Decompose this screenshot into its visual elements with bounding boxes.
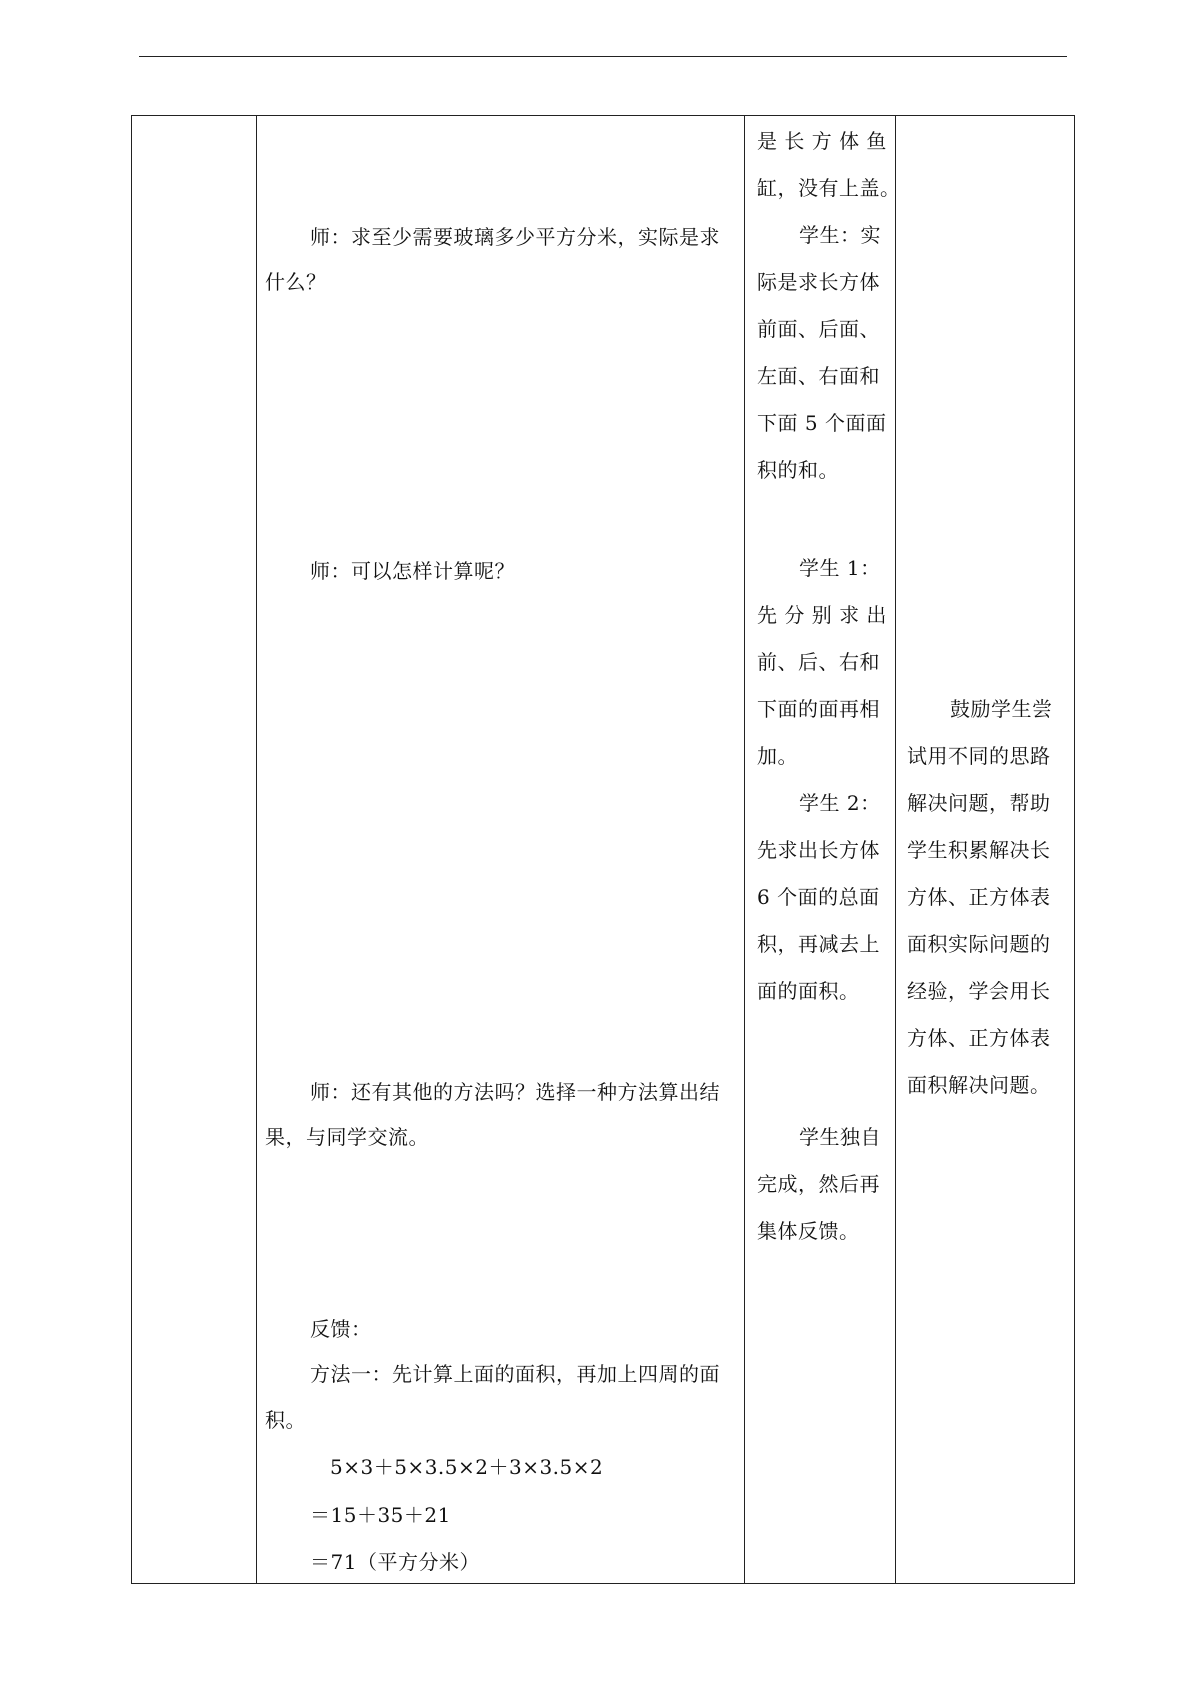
- intent-line: 鼓励学生尝: [950, 697, 1053, 721]
- column-divider-1: [256, 116, 257, 1583]
- student-line: 下面 5 个面面: [757, 411, 887, 435]
- column-divider-2: [744, 116, 745, 1583]
- student-line: 学生 2：: [799, 791, 881, 815]
- student-line: 先求出长方体: [757, 838, 880, 862]
- teacher-question-1-line1: 师：求至少需要玻璃多少平方分米，实际是求: [310, 225, 720, 249]
- header-rule: [139, 56, 1067, 57]
- teacher-question-3-line2: 果，与同学交流。: [265, 1125, 429, 1149]
- student-line: 6 个面的总面: [757, 885, 880, 909]
- student-line: 是 长 方 体 鱼: [757, 129, 887, 153]
- student-line: 加。: [757, 744, 798, 768]
- student-line: 学生：实: [799, 223, 881, 247]
- intent-line: 经验，学会用长: [907, 979, 1051, 1003]
- method-one-line1: 方法一：先计算上面的面积，再加上四周的面: [310, 1362, 720, 1386]
- column-divider-3: [895, 116, 896, 1583]
- intent-line: 面积解决问题。: [907, 1073, 1051, 1097]
- student-line: 学生 1：: [799, 556, 881, 580]
- student-line: 先 分 别 求 出: [757, 603, 887, 627]
- student-line: 集体反馈。: [757, 1219, 860, 1243]
- student-line: 下面的面再相: [757, 697, 880, 721]
- student-line: 积，再减去上: [757, 932, 880, 956]
- student-line: 缸，没有上盖。: [757, 176, 901, 200]
- teacher-question-1-line2: 什么？: [265, 270, 327, 294]
- calculation-line1: 5×3＋5×3.5×2＋3×3.5×2: [330, 1455, 604, 1479]
- student-line: 面的面积。: [757, 979, 860, 1003]
- method-one-line2: 积。: [265, 1408, 306, 1432]
- calculation-line3: ＝71（平方分米）: [310, 1550, 480, 1574]
- student-line: 前、后、右和: [757, 650, 880, 674]
- calculation-line2: ＝15＋35＋21: [310, 1503, 451, 1527]
- intent-line: 试用不同的思路: [907, 744, 1051, 768]
- student-line: 积的和。: [757, 458, 839, 482]
- student-line: 学生独自: [799, 1125, 881, 1149]
- feedback-label: 反馈：: [310, 1317, 372, 1341]
- teacher-question-3-line1: 师：还有其他的方法吗？选择一种方法算出结: [310, 1080, 720, 1104]
- student-line: 左面、右面和: [757, 364, 880, 388]
- intent-line: 方体、正方体表: [907, 1026, 1051, 1050]
- student-line: 际是求长方体: [757, 270, 880, 294]
- intent-line: 方体、正方体表: [907, 885, 1051, 909]
- intent-line: 面积实际问题的: [907, 932, 1051, 956]
- student-line: 前面、后面、: [757, 317, 880, 341]
- teacher-question-2: 师：可以怎样计算呢？: [310, 559, 515, 583]
- intent-line: 解决问题，帮助: [907, 791, 1051, 815]
- intent-line: 学生积累解决长: [907, 838, 1051, 862]
- student-line: 完成，然后再: [757, 1172, 880, 1196]
